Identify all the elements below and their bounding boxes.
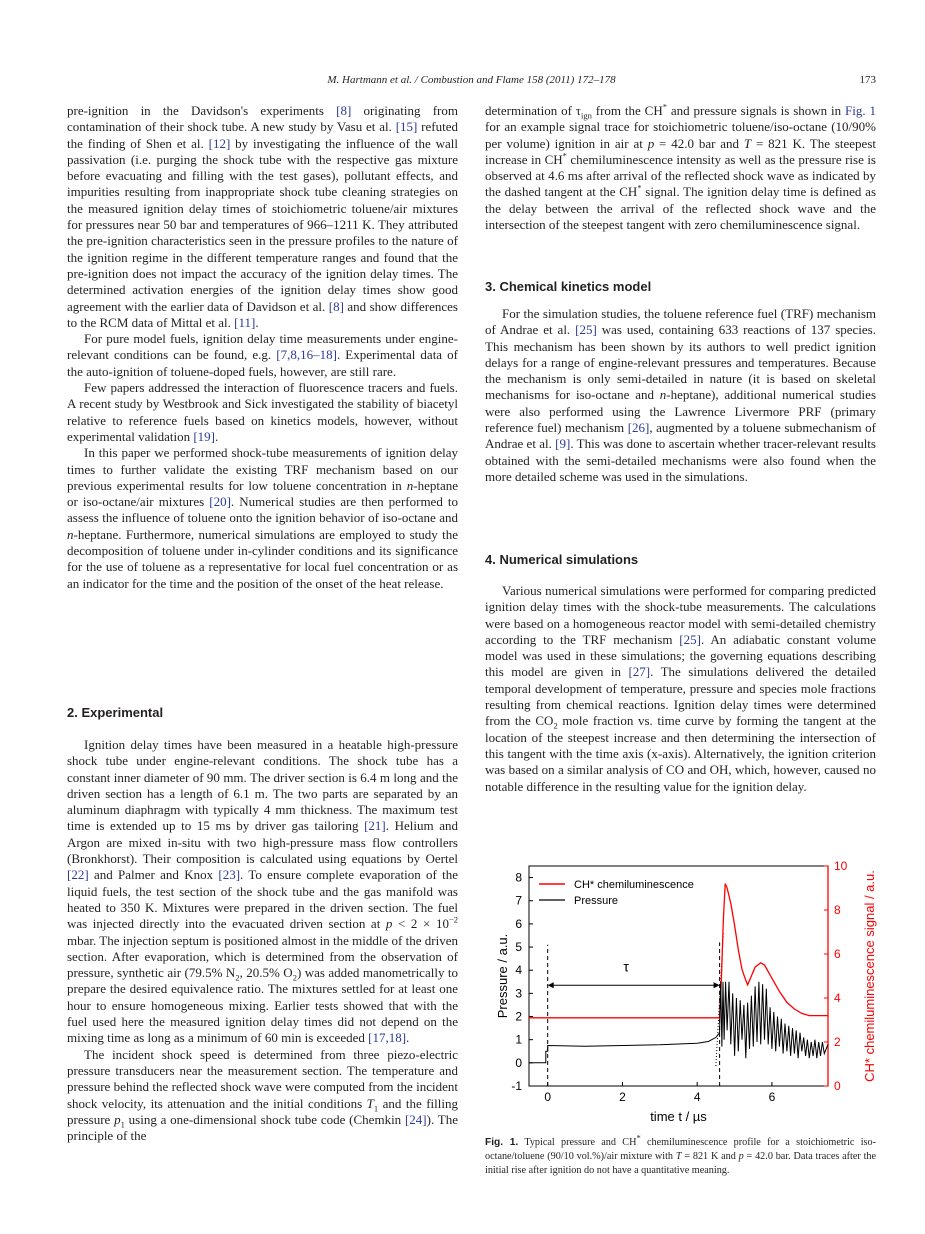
paragraph: determination of $\tau_{ign}$ from the CH* and pressure signals is shown in Fig. 1 for an example signal trace for stoichiometric toluene/iso-octane (10/90% per volume) ignition in air at p = 42.0 bar and T = 821 K. The steepest increase in CH* chemiluminescence intensity as well as the pressure rise is observed at 4.6 ms after arrival of the reflected shock wave as indicated by the dashed tangent at the CH* signal. The ignition delay time is defined as the delay between the arrival of the reflected shock wave and the intersection of the steepest tangent with zero chemiluminescence signal. <box>485 101 876 233</box>
paragraph: For pure model fuels, ignition delay time measurements under engine-relevant conditions can be found, e.g. [7,8,16–18]. Experimental data of the auto-ignition of toluene-doped fuels, however, are still rare. <box>67 331 459 379</box>
legend-label-pressure: Pressure <box>574 895 619 907</box>
x-axis-label: time t / µs <box>650 1109 707 1124</box>
citation-link[interactable]: [21] <box>364 818 386 834</box>
y-tick-label: 3 <box>515 986 522 1001</box>
running-header: M. Hartmann et al. / Combustion and Flame 158 (2011) 172–178 <box>327 74 616 86</box>
y-axis-label: Pressure / a.u. <box>495 933 510 1019</box>
y-tick-label: 5 <box>515 940 522 955</box>
citation-link[interactable]: [11] <box>234 314 256 330</box>
right-column-block-2 <box>485 306 876 485</box>
paragraph: Various numerical simulations were performed for comparing predicted ignition delay times with the shock-tube measurements. The calculations were based on a homogeneous reactor model with semi-detailed chemistry according to the TRF mechanism [25]. An adiabatic constant volume model was used in these simulations; the governing equations describing this model are given in [27]. The simulations delivered the detailed temporal development of temperature, pressure and species mole fractions resulting from chemical reactions. Ignition delay times were determined from the $CO_2$ mole fraction vs. time curve by forming the tangent at the location of the steepest increase and then determining the intersection of this tangent with the time axis (x-axis). Alternatively, the ignition criterion was based on a similar analysis of CO and OH, which, however, caused no notable difference in the resulting value for the ignition delay. <box>485 583 877 794</box>
y2-tick-label: 6 <box>834 947 841 961</box>
citation-link[interactable]: [8] <box>328 298 344 314</box>
right-column-block-1 <box>485 103 876 233</box>
citation-link[interactable]: [24] <box>404 1111 427 1127</box>
citation-link[interactable]: [8] <box>336 103 352 118</box>
y-tick-label: 2 <box>515 1009 522 1024</box>
citation-link[interactable]: [15] <box>395 119 418 135</box>
citation-link[interactable]: [26] <box>627 420 650 436</box>
subscript: 1 <box>373 1103 379 1114</box>
legend-label-ch: CH* chemiluminescence <box>574 879 694 891</box>
y-tick-label: 1 <box>515 1032 522 1047</box>
figure-1-chart <box>485 855 885 1130</box>
paragraph: The incident shock speed is determined from three piezo-electric pressure transducers near the measurement section. The temperature and pressure behind the reflected shock wave were computed from the incident shock velocity, its attenuation and the initial conditions $T_1$ and the filling pressure $p_1$ using a one-dimensional shock tube code (Chemkin [24]). The principle of the <box>67 1046 458 1144</box>
figure-caption: Fig. 1. Typical pressure and CH* chemiluminescence profile for a stoichiometric iso-octane/toluene (90/10 vol.%)/air mixture with T = 821 K and p = 42.0 bar. Data traces after the initial rise after ignition do not have a quantitative meaning. <box>485 1132 877 1176</box>
superscript: * <box>562 150 567 161</box>
italic-text: T <box>366 1095 374 1111</box>
citation-link[interactable]: [9] <box>555 436 571 452</box>
citation-link[interactable]: [7,8,16–18] <box>276 347 337 363</box>
italic-text: T <box>675 1151 682 1162</box>
italic-text: p <box>114 1111 121 1127</box>
paragraph: In this paper we performed shock-tube measurements of ignition delay times to further validate the existing TRF mechanism based on our previous experimental results for low toluene concentration in n-heptane or iso-octane/air mixtures [20]. Numerical studies are then performed to assess the influence of toluene onto the ignition behavior of iso-octane and n-heptane. Furthermore, numerical simulations are employed to study the decomposition of toluene under in-cylinder conditions and its significance for the use of toluene as a representative for local fuel concentration or as an indicator for the time and the position of the onset of the heat release. <box>67 445 458 591</box>
citation-link[interactable]: [17,18] <box>368 1030 407 1046</box>
italic-text: n <box>67 526 74 542</box>
y-tick-label: 7 <box>515 893 522 908</box>
paragraph: Few papers addressed the interaction of fluorescence tracers and fuels. A recent study by Westbrook and Sick investigated the stability of biacetyl relative to reference fuels based on kinetics models, however, without experimental validation [19]. <box>67 380 458 444</box>
paragraph: pre-ignition in the Davidson's experiments [8] originating from contamination of their shock tube. A new study by Vasu et al. [15] refuted the finding of Shen et al. [12] by investigating the influence of the wall passivation (i.e. purging the shock tube with the respective gas mixture before evacuating and filling with the test gases), pollutant effects, and impurities resulting from inappropriate shock tube cleaning strategies on the measured ignition delay times of stoichiometric toluene/air mixtures for pressures near 50 bar and temperatures of 966–1211 K. They attributed the pre-ignition characteristics seen in the pressure profiles to the nature of the ignition regime in the different temperature ranges and found that the pre-ignition does not impact the accuracy of the ignition delay times. The determined activation energies of the ignition delay times show good agreement with the earlier data of Davidson et al. [8] and show differences to the RCM data of Mittal et al. [11]. <box>67 103 458 330</box>
citation-link[interactable]: Fig. 1 <box>845 103 876 118</box>
paragraph: Ignition delay times have been measured in a heatable high-pressure shock tube under engine-relevant conditions. The shock tube has a constant inner diameter of 90 mm. The driver section is 6.4 m long and the driven section has a length of 6.1 m. The two parts are separated by an aluminum diaphragm with typically 4 mm thickness. The maximum test time is extended up to 15 ms by driver gas tailoring [21]. Helium and Argon are mixed in-situ with two high-pressure mass flow controllers (Bronkhorst). Their composition is calculated using equations by Oertel [22] and Palmer and Knox [23]. To ensure complete evaporation of the liquid fuels, the test section of the shock tube and the gas manifold was heated to 350 K. Mixtures were prepared in the driven section. The fuel was injected directly into the evacuated driven section at $p < 2 \times 10^{-2}$ mbar. The injection septum is positioned almost in the middle of the driven section. After evaporation, which is determined from the observation of pressure, synthetic air (79.5% $N_2$, 20.5% $O_2$) was added manometrically to prepare the desired equivalence ratio. The mixtures settled for at least one hour to ensure homogeneous mixing. Earlier tests showed that with the fuel used here the measured ignition delay times did not depend on the mixing time as long as a minimum of 60 min is exceeded [17,18]. <box>67 737 459 1046</box>
y-tick-label: 4 <box>515 963 522 978</box>
y2-tick-label: 8 <box>834 903 841 917</box>
y2-tick-label: 4 <box>834 991 841 1005</box>
y-tick-label: -1 <box>511 1079 522 1093</box>
y-tick-label: 6 <box>515 916 522 931</box>
italic-text: p <box>738 1151 744 1162</box>
citation-link[interactable]: [20] <box>209 494 231 510</box>
citation-link[interactable]: [19] <box>193 428 216 444</box>
page-number: 173 <box>859 74 876 86</box>
citation-link[interactable]: [25] <box>575 322 597 338</box>
right-column-block-3 <box>485 583 876 795</box>
y-tick-label: 0 <box>515 1055 522 1070</box>
x-tick-label: 2 <box>619 1090 626 1104</box>
italic-text: n <box>406 477 414 493</box>
tau-label: τ <box>623 958 629 975</box>
pressure-series-line <box>529 982 828 1063</box>
left-column-block-1 <box>67 103 458 592</box>
caption-label: Fig. 1. <box>485 1137 519 1148</box>
italic-text: T <box>743 135 752 151</box>
superscript: * <box>637 183 642 194</box>
subscript: ign <box>581 110 592 121</box>
citation-link[interactable]: [25] <box>679 631 701 647</box>
subscript: 2 <box>292 972 297 983</box>
y2-axis-label: CH* chemiluminescence signal / a.u. <box>862 870 877 1082</box>
section-heading-experimental: 2. Experimental <box>67 705 164 720</box>
x-tick-label: 0 <box>544 1090 552 1104</box>
superscript: * <box>662 101 667 112</box>
subscript: 2 <box>553 720 558 731</box>
superscript: −2 <box>448 914 458 925</box>
citation-link[interactable]: [27] <box>628 664 651 680</box>
italic-text: p <box>647 135 655 151</box>
citation-link[interactable]: [23] <box>218 867 241 883</box>
left-column-block-2 <box>67 737 458 1144</box>
citation-link[interactable]: [12] <box>208 135 231 151</box>
italic-text: p <box>385 916 393 932</box>
italic-text: n <box>659 387 667 403</box>
y-tick-label: 8 <box>515 870 522 885</box>
x-tick-label: 6 <box>768 1090 776 1104</box>
superscript: * <box>636 1132 641 1143</box>
y2-tick-label: 2 <box>834 1035 841 1049</box>
section-heading-kinetics: 3. Chemical kinetics model <box>485 279 652 294</box>
y2-tick-label: 10 <box>834 859 848 873</box>
x-tick-label: 4 <box>693 1090 701 1104</box>
subscript: 2 <box>235 972 240 983</box>
y2-tick-label: 0 <box>834 1079 841 1093</box>
subscript: 1 <box>120 1119 125 1130</box>
citation-link[interactable]: [22] <box>67 867 89 883</box>
paragraph: For the simulation studies, the toluene reference fuel (TRF) mechanism of Andrae et al. [25] was used, containing 633 reactions of 137 species. This mechanism has been shown by its authors to well predict ignition delays for a range of engine-relevant pressures and temperatures. Because the mechanism is only semi-detailed in nature (it is based on skeletal mechanisms for iso-octane and n-heptane), additional numerical studies were also performed using the Lawrence Livermore PRF (primary reference fuel) mechanism [26], augmented by a toluene submechanism of Andrae et al. [9]. This was done to ascertain whether tracer-relevant results obtained with the semi-detailed mechanisms were also found when the more detailed scheme was used in the simulations. <box>485 306 876 484</box>
section-heading-simulations: 4. Numerical simulations <box>485 552 639 567</box>
